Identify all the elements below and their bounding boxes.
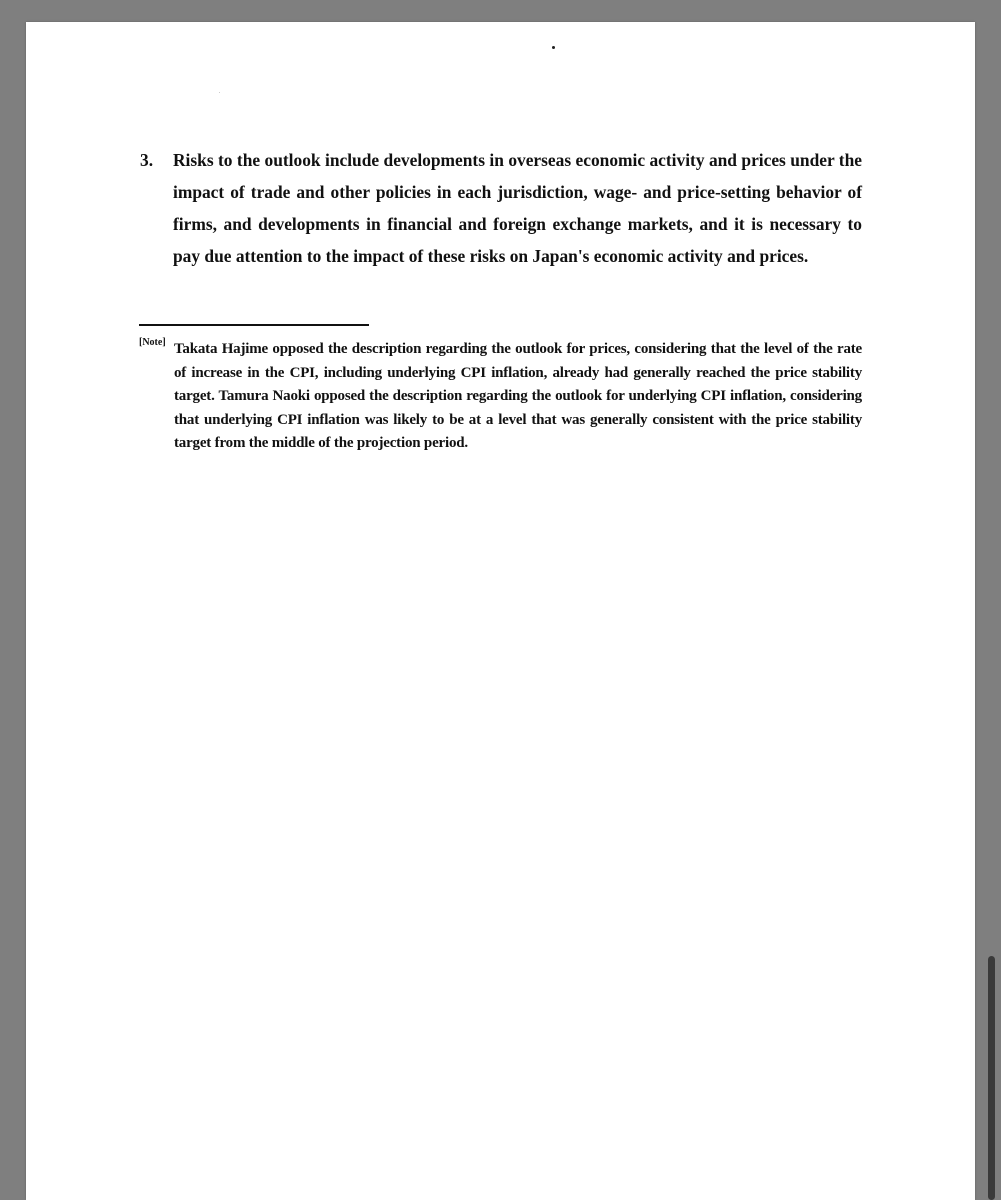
document-page [26, 22, 975, 1200]
paragraph-number: 3. [140, 150, 154, 170]
footnote-separator [139, 324, 369, 326]
footnote [139, 338, 862, 456]
footnote-marker: [Note] [139, 337, 166, 348]
scan-speck [552, 46, 555, 49]
scan-speck [219, 92, 220, 93]
vertical-scrollbar[interactable] [988, 956, 995, 1200]
numbered-paragraph [140, 144, 862, 272]
footnote-text: Takata Hajime opposed the description regarding the outlook for prices, considering that the level of the rate of increase in the CPI, including underlying CPI inflation, already had generally reached the price stability target. Tamura Naoki opposed the description regarding the outlook for underlying CPI inflation, considering that underlying CPI inflation was likely to be at a level that was generally consistent with the price stability target from the middle of the projection period. [174, 341, 862, 451]
paragraph-text: Risks to the outlook include developments in overseas economic activity and prices under the impact of trade and other policies in each jurisdiction, wage- and price-setting behavior of firms, and developments in financial and foreign exchange markets, and it is necessary to pay due attention to the impact of these risks on Japan's economic activity and prices. [173, 150, 862, 266]
